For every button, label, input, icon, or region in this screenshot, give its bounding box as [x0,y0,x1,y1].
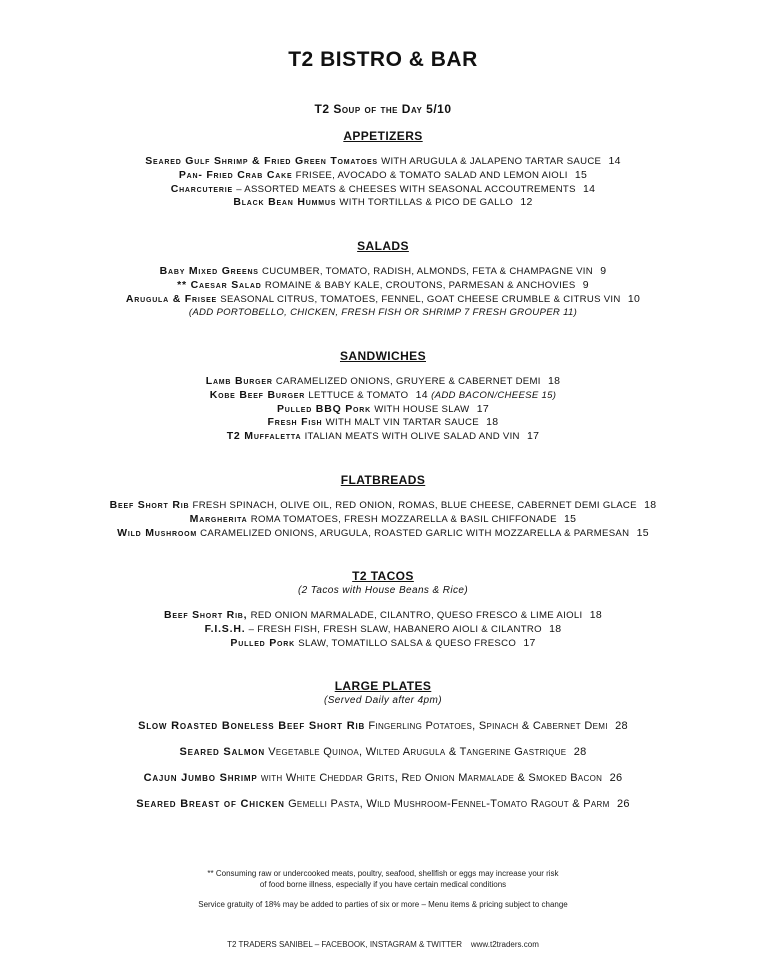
item-price: 18 [644,499,657,511]
item-name: F.I.S.H. [204,622,246,635]
item-name: Charcuterie [170,182,233,195]
item-description: – ASSORTED MEATS & CHEESES WITH SEASONAL ACCOUTREMENTS [236,183,576,195]
soup-of-the-day: T2 Soup of the Day 5/10 [314,102,452,116]
item-name: Beef Short Rib [109,499,190,511]
section-subheading: (2 Tacos with House Beans & Rice) [297,585,469,596]
item-price: 28 [573,746,587,758]
footer-social [0,917,766,972]
item-description: WITH MALT VIN TARTAR SAUCE [325,417,479,429]
item-price: 18 [589,609,602,621]
item-description: ROMA TOMATOES, FRESH MOZZARELLA & BASIL CHIFFONADE [250,513,557,525]
item-price: 14 [608,155,621,167]
item-price: 17 [527,430,540,443]
item-price: 15 [564,512,577,525]
item-name: Baby Mixed Greens [159,265,259,277]
menu-item [0,609,766,623]
gratuity-line: Service gratuity of 18% may be added to parties of six or more – Menu items & pricing subject to change [198,900,568,909]
menu-item [0,265,766,279]
item-name: Beef Short Rib, [164,609,248,621]
item-price: 17 [476,402,490,415]
item-price: 26 [609,772,623,784]
section-sandwiches [0,349,766,444]
item-description: FRISEE, AVOCADO & TOMATO SALAD AND LEMON AIOLI [295,169,568,181]
section-heading: APPETIZERS [343,129,423,143]
item-description: ITALIAN MEATS WITH OLIVE SALAD AND VIN [304,431,520,443]
item-price: 14 [583,182,596,195]
item-name: Arugula & Frisee [125,292,218,305]
menu-item [0,169,766,183]
item-description: Vegetable Quinoa, Wilted Arugula & Tangerine Gastrique [268,746,567,758]
item-name: Black Bean Hummus [233,196,337,209]
menu-item [0,765,766,791]
disclaimer-line: ** Consuming raw or undercooked meats, poultry, seafood, shellfish or eggs may increase your risk [207,869,559,878]
section-heading: FLATBREADS [340,473,426,487]
section-heading: LARGE PLATES [334,679,432,693]
item-name: Kobe Beef Burger [209,388,306,401]
item-name: T2 Muffaletta [226,430,302,443]
menu-item [0,637,766,651]
menu-item [0,279,766,293]
item-description: Fingerling Potatoes, Spinach & Cabernet Demi [368,720,608,732]
item-price: 18 [486,416,499,429]
menu-item [0,791,766,817]
item-description: CARAMELIZED ONIONS, GRUYERE & CABERNET DEMI [275,376,541,387]
item-name: Cajun Jumbo Shrimp [143,772,258,784]
item-price: 17 [523,636,536,649]
item-description: Gemelli Pasta, Wild Mushroom-Fennel-Tomato Ragout & Parm [288,798,610,810]
menu-item [0,513,766,527]
item-description: LETTUCE & TOMATO [308,389,409,401]
item-description: WITH HOUSE SLAW [374,403,470,415]
section-heading: SALADS [357,239,409,253]
item-name: Fresh Fish [267,416,323,429]
item-price: 15 [574,168,588,181]
item-price: 18 [547,375,561,387]
item-price: 18 [549,622,562,635]
item-name: Pulled Pork [230,636,296,649]
menu-item [0,196,766,210]
item-name: ** Caesar Salad [177,278,262,291]
item-name: Seared Breast of Chicken [136,798,285,810]
footer-disclaimer [0,868,766,890]
social-line: T2 TRADERS SANIBEL – FACEBOOK, INSTAGRAM & TWITTER www.t2traders.com [227,940,539,949]
menu-item [0,155,766,169]
item-price: 14 [415,388,428,401]
item-description: CUCUMBER, TOMATO, RADISH, ALMONDS, FETA & CHAMPAGNE VIN [262,266,594,277]
menu-item [0,499,766,513]
section-tacos [0,569,766,650]
section-large-plates [0,679,766,817]
section-subheading: (Served Daily after 4pm) [324,695,442,706]
item-name: Lamb Burger [205,375,273,387]
section-heading: T2 TACOS [352,569,414,583]
menu-item [0,375,766,389]
item-description: WITH ARUGULA & JALAPENO TARTAR SAUCE [381,156,602,167]
item-name: Margherita [189,512,248,525]
item-name: Seared Gulf Shrimp & Fried Green Tomatoes [145,155,378,167]
item-price: 26 [616,798,630,810]
item-name: Pulled BBQ Pork [276,402,372,415]
item-price: 10 [627,292,641,305]
item-description: CARAMELIZED ONIONS, ARUGULA, ROASTED GARLIC WITH MOZZARELLA & PARMESAN [200,527,630,539]
item-description: WITH TORTILLAS & PICO DE GALLO [339,197,514,209]
item-name: Slow Roasted Boneless Beef Short Rib [138,720,366,732]
menu-item [0,430,766,444]
item-name: Pan- Fried Crab Cake [178,168,293,181]
menu-item [0,527,766,541]
item-description: FRESH SPINACH, OLIVE OIL, RED ONION, ROMAS, BLUE CHEESE, CABERNET DEMI GLACE [192,500,637,511]
menu-item [0,623,766,637]
menu-item [0,713,766,739]
item-price: 9 [582,278,589,291]
section-salads [0,239,766,319]
salad-addons-note: (ADD PORTOBELLO, CHICKEN, FRESH FISH OR SHRIMP 7 FRESH GROUPER 11) [188,307,578,319]
item-description: SEASONAL CITRUS, TOMATOES, FENNEL, GOAT CHEESE CRUMBLE & CITRUS VIN [220,293,621,305]
item-name: Seared Salmon [179,746,265,758]
item-extra: (ADD BACON/CHEESE 15) [431,389,557,401]
item-price: 9 [600,265,607,277]
item-description: – FRESH FISH, FRESH SLAW, HABANERO AIOLI & CILANTRO [248,623,542,635]
footer-gratuity [0,899,766,910]
item-description: RED ONION MARMALADE, CILANTRO, QUESO FRESCO & LIME AIOLI [250,610,583,621]
menu-item [0,739,766,765]
item-description: ROMAINE & BABY KALE, CROUTONS, PARMESAN & ANCHOVIES [264,279,576,291]
section-appetizers [0,129,766,210]
item-price: 12 [520,196,533,209]
menu-item [0,403,766,417]
section-heading: SANDWICHES [339,349,426,363]
disclaimer-line: of food borne illness, especially if you have certain medical conditions [259,880,507,889]
item-description: SLAW, TOMATILLO SALSA & QUESO FRESCO [298,637,517,649]
menu-item [0,389,766,403]
menu-item [0,183,766,197]
item-price: 15 [636,526,649,539]
menu-item [0,416,766,430]
item-description: with White Cheddar Grits, Red Onion Marmalade & Smoked Bacon [260,772,603,784]
item-name: Wild Mushroom [117,526,197,539]
section-flatbreads [0,473,766,540]
menu-item [0,293,766,307]
page-title: T2 BISTRO & BAR [288,48,478,71]
item-price: 28 [615,720,628,732]
